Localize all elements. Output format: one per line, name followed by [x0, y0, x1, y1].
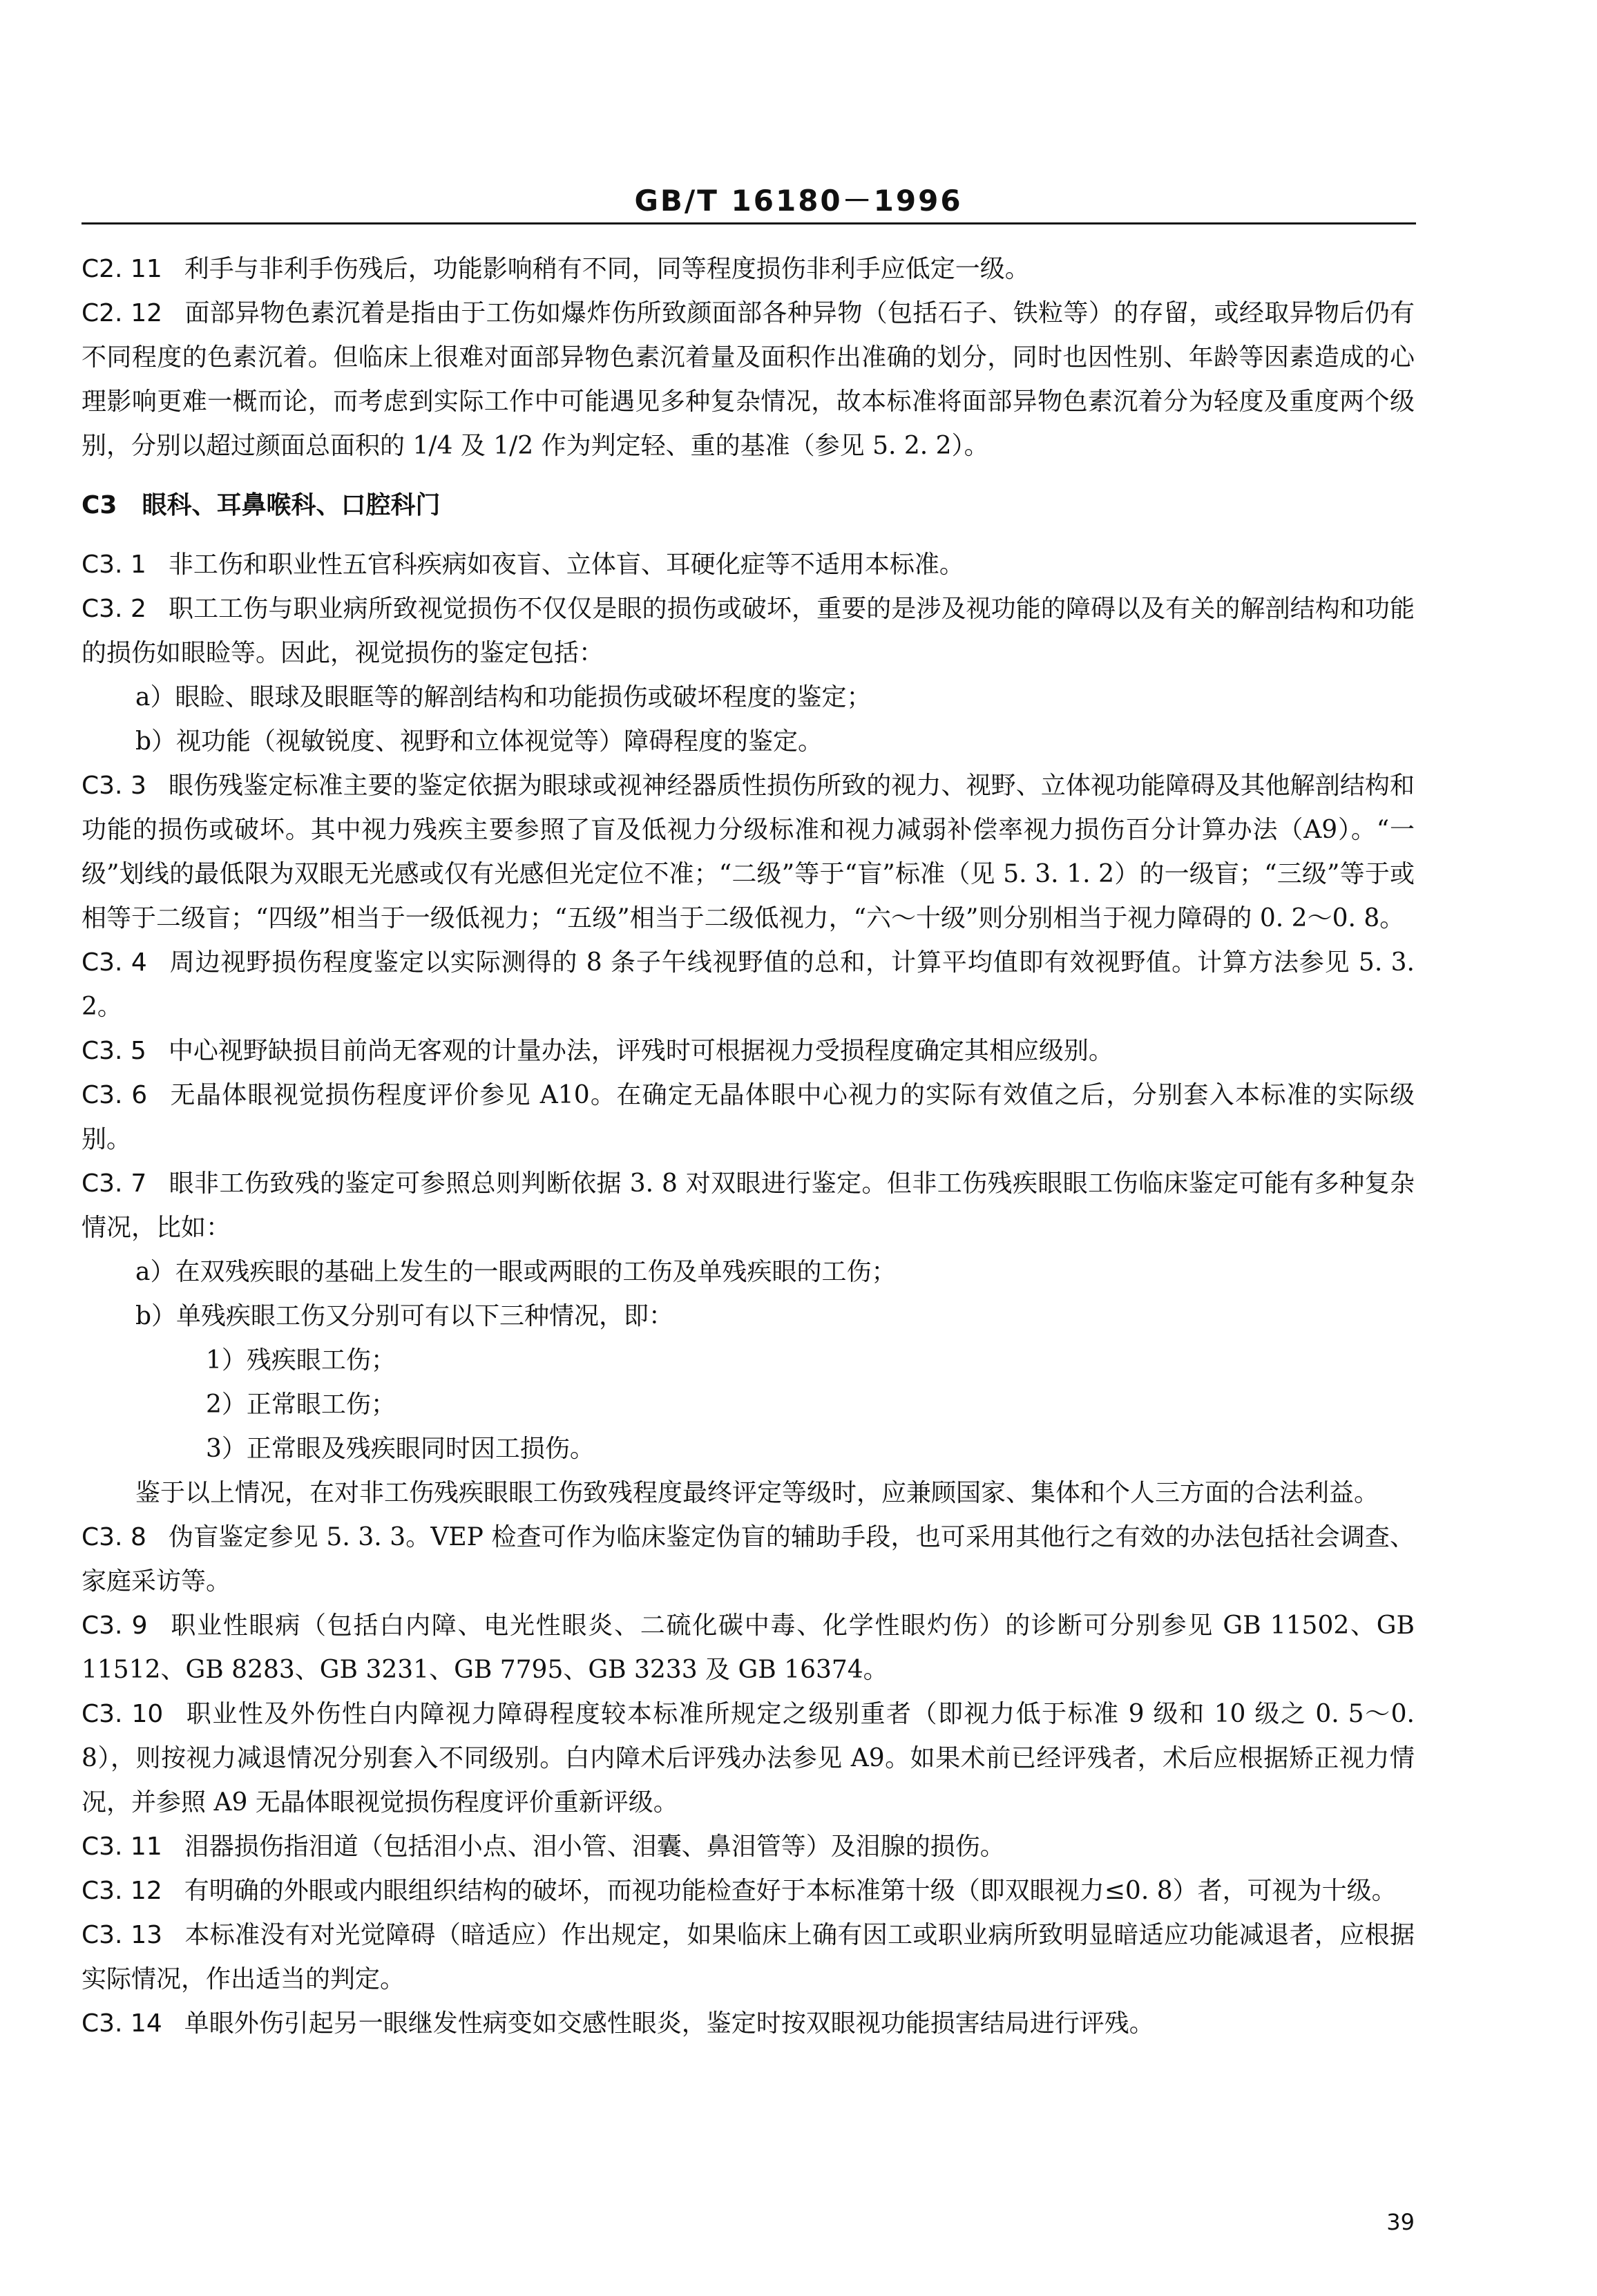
clause-text: 职业性眼病（包括白内障、电光性眼炎、二硫化碳中毒、化学性眼灼伤）的诊断可分别参见 GB 11502、GB 11512、GB 8283、GB 3231、GB 7795、GB 3233 及 GB 16374。 [82, 1611, 1415, 1684]
clause-c3-11 [82, 1825, 1415, 1869]
clause-number: C3. 4 [82, 948, 147, 977]
sub-item-2: 2）正常眼工伤； [206, 1390, 396, 1419]
clause-text: 非工伤和职业性五官科疾病如夜盲、立体盲、耳硬化症等不适用本标准。 [168, 551, 964, 579]
clause-text: 伪盲鉴定参见 5. 3. 3。VEP 检查可作为临床鉴定伪盲的辅助手段，也可采用其他行之有效的办法包括社会调查、家庭采访等。 [82, 1523, 1415, 1596]
clause-number: C3. 3 [82, 772, 146, 800]
clause-c3-9 [82, 1604, 1415, 1692]
clause-text: 周边视野损伤程度鉴定以实际测得的 8 条子午线视野值的总和，计算平均值即有效视野值。计算方法参见 5. 3. 2。 [82, 948, 1415, 1021]
document-body [82, 247, 1415, 2046]
clause-c3-3 [82, 764, 1415, 941]
clause-c3-1 [82, 543, 1415, 587]
list-item-b: b）单残疾眼工伤又分别可有以下三种情况，即： [135, 1302, 674, 1330]
list-item-a: a）眼睑、眼球及眼眶等的解剖结构和功能损伤或破坏程度的鉴定； [135, 683, 872, 711]
clause-number: C3. 6 [82, 1081, 148, 1109]
clause-c3-14 [82, 2002, 1415, 2046]
clause-number: C3. 1 [82, 551, 146, 579]
list-item-a: a）在双残疾眼的基础上发生的一眼或两眼的工伤及单残疾眼的工伤； [135, 1258, 897, 1286]
clause-text: 面部异物色素沉着是指由于工伤如爆炸伤所致颜面部各种异物（包括石子、铁粒等）的存留，或经取异物后仍有不同程度的色素沉着。但临床上很难对面部异物色素沉着量及面积作出准确的划分，同时也因性别、年龄等因素造成的心理影响更难一概而论，而考虑到实际工作中可能遇见多种复杂情况，故本标准将面部异物色素沉着分为轻度及重度两个级别，分别以超过颜面总面积的 1/4 及 1/2 作为判定轻、重的基准（参见 5. 2. 2）。 [82, 299, 1415, 460]
clause-c3-13 [82, 1913, 1415, 2002]
clause-text: 职工工伤与职业病所致视觉损伤不仅仅是眼的损伤或破坏，重要的是涉及视功能的障碍以及有关的解剖结构和功能的损伤如眼睑等。因此，视觉损伤的鉴定包括： [82, 595, 1415, 667]
clause-number: C2. 12 [82, 299, 163, 327]
clause-text: 本标准没有对光觉障碍（暗适应）作出规定，如果临床上确有因工或职业病所致明显暗适应功能减退者，应根据实际情况，作出适当的判定。 [82, 1921, 1415, 1993]
clause-number: C3. 11 [82, 1833, 162, 1861]
clause-c3-7-tail: 鉴于以上情况，在对非工伤残疾眼眼工伤致残程度最终评定等级时，应兼顾国家、集体和个人三方面的合法利益。 [135, 1479, 1379, 1507]
clause-number: C3. 8 [82, 1523, 146, 1551]
clause-c3-12 [82, 1869, 1415, 1913]
clause-c3-7 [82, 1162, 1415, 1250]
clause-number: C3. 5 [82, 1037, 146, 1065]
clause-number: C3. 9 [82, 1611, 148, 1640]
clause-text: 单眼外伤引起另一眼继发性病变如交感性眼炎，鉴定时按双眼视功能损害结局进行评残。 [184, 2009, 1154, 2038]
standard-header: GB/T 16180－1996 [634, 184, 963, 218]
clause-c3-2 [82, 587, 1415, 676]
clause-number: C3. 10 [82, 1700, 164, 1728]
clause-c3-6 [82, 1073, 1415, 1162]
list-item-b: b）视功能（视敏锐度、视野和立体视觉等）障碍程度的鉴定。 [135, 727, 823, 756]
clause-number: C3. 12 [82, 1877, 162, 1905]
clause-text: 中心视野缺损目前尚无客观的计量办法，评残时可根据视力受损程度确定其相应级别。 [168, 1037, 1113, 1065]
clause-text: 职业性及外伤性白内障视力障碍程度较本标准所规定之级别重者（即视力低于标准 9 级和 10 级之 0. 5～0. 8），则按视力减退情况分别套入不同级别。白内障术后评残办法参见 A9。如果术前已经评残者，术后应根据矫正视力情况，并参照 A9 无晶体眼视觉损伤程度评价重新评级。 [82, 1700, 1415, 1817]
clause-c3-5 [82, 1029, 1415, 1073]
clause-number: C3. 7 [82, 1169, 147, 1198]
section-title-c3: C3 眼科、耳鼻喉科、口腔科门 [82, 491, 441, 519]
clause-c2-11 [82, 247, 1415, 291]
page-number: 39 [1386, 2209, 1415, 2235]
clause-c3-4 [82, 941, 1415, 1029]
sub-item-3: 3）正常眼及残疾眼同时因工损伤。 [206, 1435, 595, 1463]
clause-text: 眼非工伤致残的鉴定可参照总则判断依据 3. 8 对双眼进行鉴定。但非工伤残疾眼眼工伤临床鉴定可能有多种复杂情况，比如： [82, 1169, 1415, 1242]
clause-c3-10 [82, 1692, 1415, 1825]
clause-c3-8 [82, 1515, 1415, 1604]
clause-number: C3. 13 [82, 1921, 163, 1949]
clause-text: 泪器损伤指泪道（包括泪小点、泪小管、泪囊、鼻泪管等）及泪腺的损伤。 [184, 1833, 1005, 1861]
header-rule [82, 222, 1416, 224]
clause-text: 无晶体眼视觉损伤程度评价参见 A10。在确定无晶体眼中心视力的实际有效值之后，分别套入本标准的实际级别。 [82, 1081, 1415, 1154]
clause-number: C2. 11 [82, 255, 162, 283]
sub-item-1: 1）残疾眼工伤； [206, 1346, 396, 1375]
clause-text: 有明确的外眼或内眼组织结构的破坏，而视功能检查好于本标准第十级（即双眼视力≤0. 8）者，可视为十级。 [184, 1877, 1397, 1905]
clause-number: C3. 2 [82, 595, 146, 623]
clause-text: 眼伤残鉴定标准主要的鉴定依据为眼球或视神经器质性损伤所致的视力、视野、立体视功能障碍及其他解剖结构和功能的损伤或破坏。其中视力残疾主要参照了盲及低视力分级标准和视力减弱补偿率视力损伤百分计算办法（A9）。“一级”划线的最低限为双眼无光感或仅有光感但光定位不准；“二级”等于“盲”标准（见 5. 3. 1. 2）的一级盲；“三级”等于或相等于二级盲；“四级”相当于一级低视力；“五级”相当于二级低视力，“六～十级”则分别相当于视力障碍的 0. 2～0. 8。 [82, 772, 1415, 932]
clause-text: 利手与非利手伤残后，功能影响稍有不同，同等程度损伤非利手应低定一级。 [184, 255, 1030, 283]
clause-number: C3. 14 [82, 2009, 162, 2038]
clause-c2-12 [82, 291, 1415, 468]
